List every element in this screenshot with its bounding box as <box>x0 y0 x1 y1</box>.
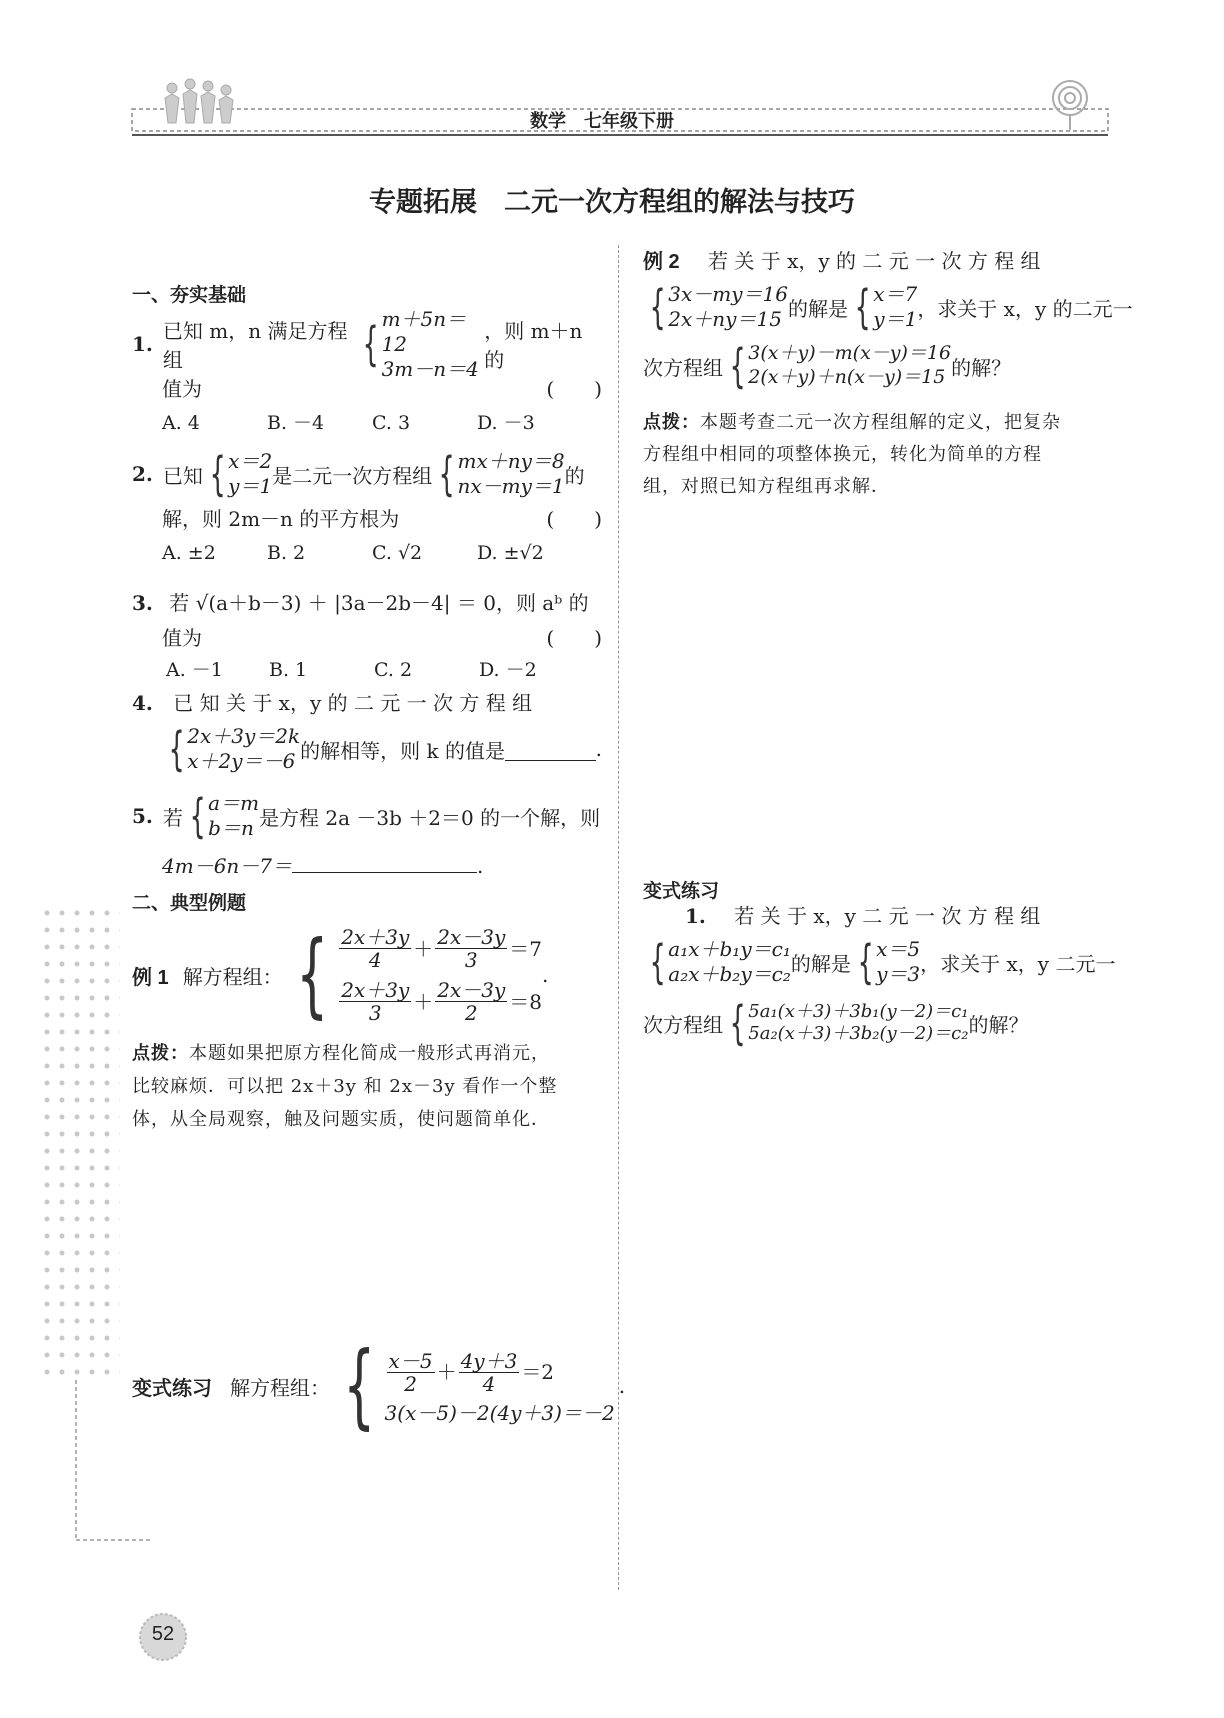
var1-n2: 4y＋3 <box>460 1348 518 1373</box>
ex1-label: 例 1 <box>132 966 169 989</box>
var2-s1b: a₂x＋b₂y＝c₂ <box>668 962 791 986</box>
ex2-s2a: x＝7 <box>873 282 918 306</box>
var2-post3: 的解？ <box>968 1012 1029 1037</box>
var2-s3a: 5a₁(x＋3)＋3b₁(y－2)＝c₁ <box>748 1000 969 1022</box>
q4-end: . <box>595 737 602 761</box>
ex1-r2-n2: 2x－3y <box>437 978 506 1002</box>
question-3 <box>132 585 602 685</box>
variant-exercise-right: 1. 若 关 于 x，y 二 元 一 次 方 程 组 { a₁x＋b₁y＝c₁ a₂x＋b₂y＝c₂ 的解是 { x＝5 y＝3 ，求关于 x，y 二元一 次方程组 { 5a₁(x＋3)＋3b₁(y－2)＝c₁ 5a₂(x＋3)＋3b₂(y－2)＝c₂ 的解？ <box>643 904 1116 1050</box>
q1-number: 1. <box>132 332 153 356</box>
ex2-s2b: y＝1 <box>873 307 918 331</box>
ex1-r2-rhs: ＝8 <box>509 989 543 1014</box>
ex1-r1-d2: 3 <box>464 948 478 972</box>
var2-s1a: a₁x＋b₁y＝c₁ <box>668 937 791 961</box>
ex1-r2-n1: 2x＋3y <box>341 978 410 1002</box>
ex2-label: 例 2 <box>643 251 680 273</box>
ex1-end: . <box>542 963 549 987</box>
header-banner <box>130 95 1112 137</box>
var1-end: . <box>618 1374 626 1398</box>
spiral-icon <box>1048 78 1092 130</box>
q5-line2: 4m－6n－7＝ <box>162 854 293 878</box>
q3-text: 若 √(a＋b－3) ＋ |3a－2b－4| ＝ 0，则 aᵇ 的 <box>169 591 589 615</box>
ex1-r1-n2: 2x－3y <box>437 925 506 949</box>
ex1-r1-n1: 2x＋3y <box>341 925 410 949</box>
var2-s2b: y＝3 <box>876 962 921 986</box>
var2-number: 1. <box>685 904 706 928</box>
ex2-post3: 的解？ <box>951 355 1012 380</box>
q3-answer-paren: ( ) <box>546 626 602 650</box>
q4-answer-blank[interactable] <box>505 738 596 761</box>
ex2-s3b: 2(x＋y)＋n(x－y)＝15 <box>748 366 946 388</box>
q4-eq2: x＋2y＝－6 <box>187 749 296 773</box>
var1-d1: 2 <box>404 1371 417 1396</box>
ex1-r2-d1: 3 <box>368 1001 382 1025</box>
ex2-line1: 若 关 于 x，y 的 二 元 一 次 方 程 组 <box>708 249 1041 273</box>
var1-rhs: ＝2 <box>521 1360 555 1384</box>
ex1-r2-op: ＋ <box>413 989 434 1014</box>
q1-system: { m＋5n＝12 3m－n＝4 <box>356 307 484 382</box>
ex2-post: ，求关于 x，y 的二元一 <box>917 296 1133 321</box>
q2-post: 的 <box>564 463 585 488</box>
q4-number: 4. <box>132 691 153 715</box>
question-2: 2. 已知 { x＝2 y＝1 是二元一次方程组 { mx＋ny＝8 nx－my＝1 的 解，则 2m－n 的平方根为 ( ) A. ±2 B. 2 C. √2 D. ±√2 <box>132 448 602 568</box>
q1-eq2: 3m－n＝4 <box>381 356 479 381</box>
question-5: 5. 若 { a＝m b＝n 是方程 2a －3b ＋2＝0 的一个解，则 4m－6n－7＝ . <box>132 789 601 878</box>
hint1-line-3: 体，从全局观察，触及问题实质，使问题简单化． <box>132 1109 550 1130</box>
q5-eq1: a＝m <box>208 791 260 815</box>
example-2: 例 2 若 关 于 x，y 的 二 元 一 次 方 程 组 { 3x－my＝16 2x＋ny＝15 的解是 { x＝7 y＝1 ，求关于 x，y 的二元一 次方程组 { 3(x＋y)－m(x－y)＝16 2(x＋y)＋n(x－y)＝15 的解？ <box>643 249 1133 393</box>
q2-option-c: C. √2 <box>372 542 423 564</box>
q3-option-b: B. 1 <box>269 659 308 681</box>
q2-s2b: nx－my＝1 <box>457 474 565 498</box>
hint-2 <box>643 406 1113 503</box>
hint2-label: 点拨： <box>643 412 700 432</box>
header-title: 数学 七年级下册 <box>530 111 674 131</box>
q2-number: 2. <box>132 462 153 486</box>
ex2-pre3: 次方程组 <box>643 355 723 380</box>
q1-answer-paren: ( ) <box>546 377 602 401</box>
hint2-line-2: 方程组中相同的项整体换元，转化为简单的方程 <box>643 444 1042 465</box>
hint1-line-1: 本题如果把原方程化简成一般形式再消元， <box>189 1043 550 1064</box>
q1-option-a: A. 4 <box>162 412 200 434</box>
var1-eq2: 3(x－5)－2(4y＋3)＝－2 <box>384 1400 615 1425</box>
var2-line1: 若 关 于 x，y 二 元 一 次 方 程 组 <box>734 904 1041 928</box>
hint1-line-2: 比较麻烦．可以把 2x＋3y 和 2x－3y 看作一个整 <box>132 1076 558 1097</box>
ex2-mid: 的解是 <box>788 296 848 321</box>
var1-label: 变式练习 <box>132 1377 212 1400</box>
q5-end: . <box>477 854 484 878</box>
var1-op: ＋ <box>436 1360 457 1384</box>
q2-s1a: x＝2 <box>228 449 273 473</box>
q2-s1b: y＝1 <box>228 474 273 498</box>
ex2-s1a: 3x－my＝16 <box>668 282 788 306</box>
var2-s3b: 5a₂(x＋3)＋3b₂(y－2)＝c₂ <box>748 1023 969 1044</box>
q3-option-c: C. 2 <box>374 659 413 681</box>
example-1: 例 1 解方程组： { $\frac{2x+3y}{4}$ ＋ $\frac{2x-3y}{3}$ ＝7 $\frac{2x+3y}{3}$ ＋ $\frac{2x-3y}{2}$ ＝8 . <box>132 921 549 1028</box>
section2-heading: 二、典型例题 <box>132 893 247 914</box>
q3-line2: 值为 <box>162 626 202 650</box>
hint2-line-1: 本题考查二元一次方程组解的定义，把复杂 <box>700 412 1061 433</box>
var1-d2: 4 <box>482 1371 496 1396</box>
ex1-pre: 解方程组： <box>182 964 283 989</box>
var2-mid: 的解是 <box>790 951 851 976</box>
q2-option-b: B. 2 <box>267 542 306 564</box>
ex1-r1-d1: 4 <box>368 948 382 972</box>
question-4: 4. 已 知 关 于 x，y 的 二 元 一 次 方 程 组 { 2x＋3y＝2k x＋2y＝－6 的解相等，则 k 的值是 . <box>132 691 602 776</box>
q3-option-d: D. －2 <box>479 659 537 681</box>
q1-eq1: m＋5n＝12 <box>381 306 467 356</box>
q2-mid: 是二元一次方程组 <box>272 463 433 488</box>
q3-option-a: A. －1 <box>166 659 223 681</box>
q2-pre: 已知 <box>162 463 203 488</box>
var2-pre3: 次方程组 <box>643 1012 723 1037</box>
q2-s2a: mx＋ny＝8 <box>457 449 565 473</box>
q1-post: ，则 m＋n 的 <box>484 319 583 372</box>
q5-pre: 若 <box>162 805 183 830</box>
q3-number: 3. <box>132 591 153 615</box>
q4-post: 的解相等，则 k 的值是 <box>300 738 505 763</box>
page-number: 52 <box>151 1623 175 1645</box>
q5-post: 是方程 2a －3b ＋2＝0 的一个解，则 <box>259 805 601 830</box>
ex1-r1-op: ＋ <box>413 936 434 961</box>
q5-eq2: b＝n <box>208 816 254 840</box>
q5-number: 5. <box>132 804 153 828</box>
ex2-s1b: 2x＋ny＝15 <box>668 307 782 331</box>
var1-pre: 解方程组： <box>230 1375 330 1400</box>
ex2-s3a: 3(x＋y)－m(x－y)＝16 <box>748 342 952 365</box>
page-title: 专题拓展 二元一次方程组的解法与技巧 <box>369 187 855 217</box>
ex1-r1-rhs: ＝7 <box>509 936 543 961</box>
hint2-line-3: 组，对照已知方程组再求解． <box>643 476 890 497</box>
q4-line1: 已 知 关 于 x，y 的 二 元 一 次 方 程 组 <box>173 691 533 715</box>
people-logo-icon <box>160 78 240 128</box>
q2-answer-paren: ( ) <box>546 507 602 531</box>
var1-n1: x－5 <box>388 1348 433 1373</box>
var2-s2a: x＝5 <box>876 937 921 961</box>
q2-option-a: A. ±2 <box>162 542 216 564</box>
q2-option-d: D. ±√2 <box>477 542 544 564</box>
question-1 <box>132 306 602 438</box>
q5-answer-blank[interactable] <box>292 850 477 873</box>
hint1-label: 点拨： <box>132 1043 189 1063</box>
ex1-r2-d2: 2 <box>464 1001 478 1025</box>
q1-pre: 已知 m，n 满足方程组 <box>162 319 348 372</box>
var2-post: ，求关于 x，y 二元一 <box>920 951 1116 976</box>
q4-eq1: 2x＋3y＝2k <box>187 724 301 748</box>
variant-exercise-left: 变式练习 解方程组： { $\frac{x-5}{2}$ ＋ $\frac{4y+3}{4}$ ＝2 3(x－5)－2(4y＋3)＝－2 . <box>132 1332 626 1439</box>
q2-line2: 解，则 2m－n 的平方根为 <box>162 507 400 531</box>
section1-heading: 一、夯实基础 <box>132 285 247 306</box>
q1-option-d: D. －3 <box>477 412 535 434</box>
q1-line2: 值为 <box>162 377 202 401</box>
hint-1 <box>132 1037 602 1136</box>
dot-grid-decoration <box>40 905 120 1375</box>
q1-option-b: B. －4 <box>267 412 325 434</box>
q1-option-c: C. 3 <box>372 412 411 434</box>
var2-heading: 变式练习 <box>643 881 720 902</box>
